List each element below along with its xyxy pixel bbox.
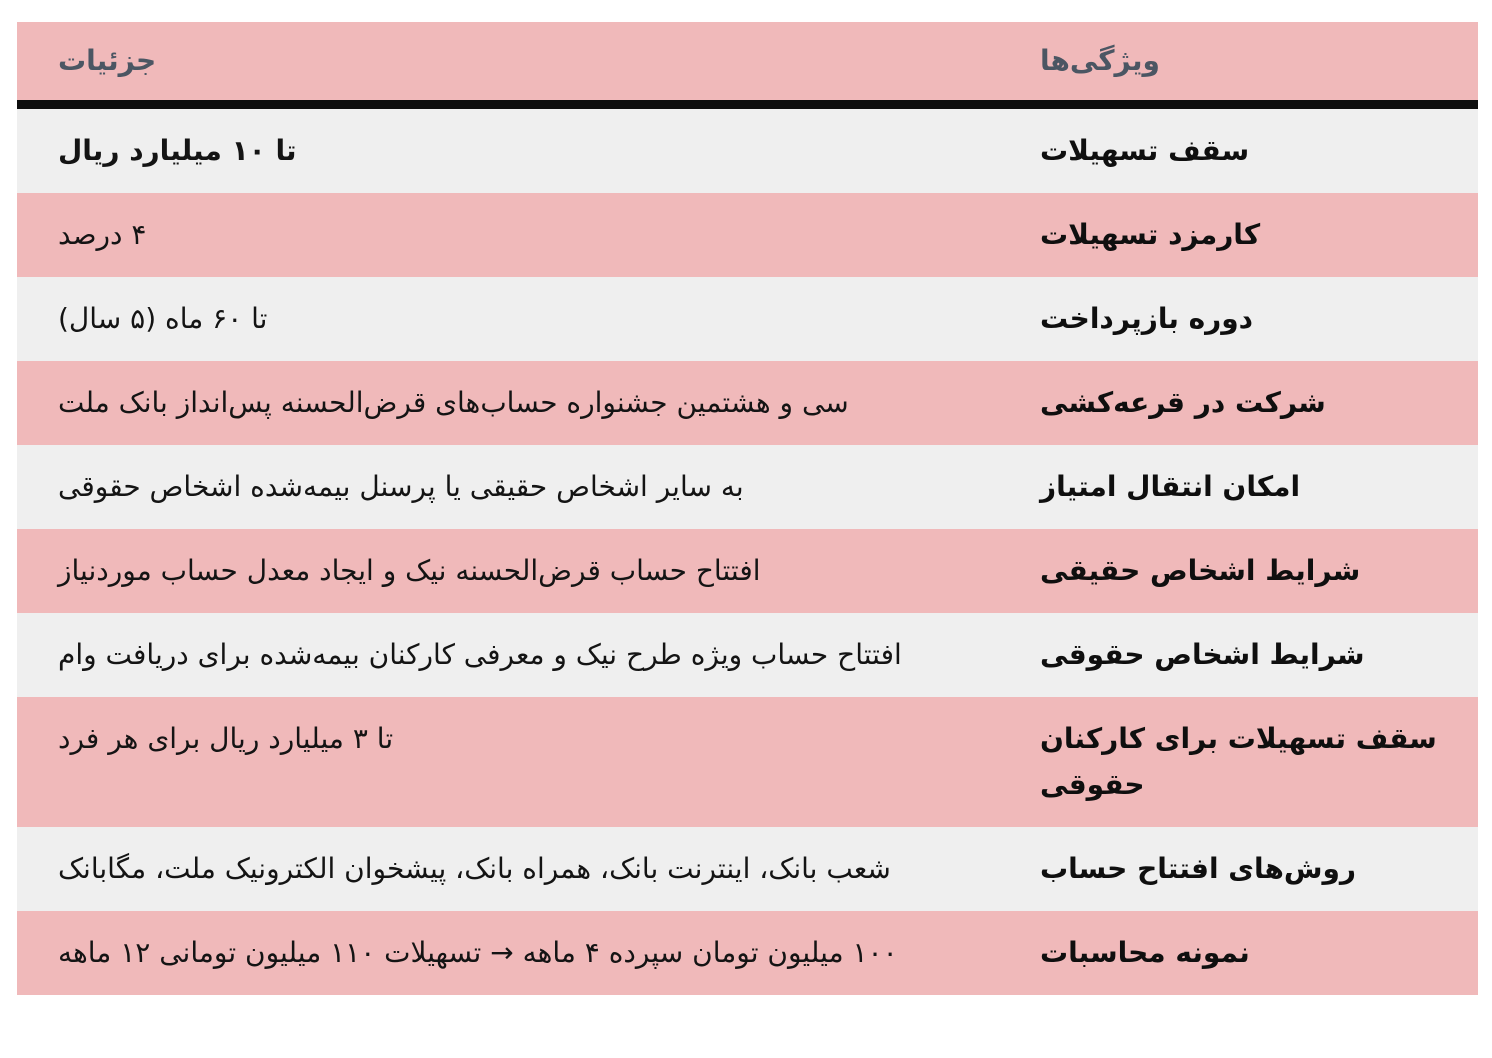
detail-text: سی و هشتمین جشنواره حساب‌های قرض‌الحسنه پس‌انداز بانک ملت [58,386,849,419]
feature-label: کارمزد تسهیلات [1040,218,1261,251]
detail-text: ۱۰۰ میلیون تومان سپرده ۴ ماهه → تسهیلات ۱۱۰ میلیون تومانی ۱۲ ماهه [58,936,898,969]
feature-label: شرایط اشخاص حقیقی [1040,554,1361,587]
detail-text: افتتاح حساب ویژه طرح نیک و معرفی کارکنان بیمه‌شده برای دریافت وام [58,638,902,671]
feature-cell [1006,911,1478,995]
detail-cell [17,911,1006,995]
detail-text: افتتاح حساب قرض‌الحسنه نیک و ایجاد معدل حساب موردنیاز [58,554,761,587]
details-column-header-label: جزئیات [58,44,157,77]
feature-cell [1006,445,1478,529]
table-row [17,827,1478,911]
detail-cell [17,361,1006,445]
table-row [17,613,1478,697]
features-column-header-label: ویژگی‌ها [1040,44,1160,77]
details-column-header [17,22,1006,100]
feature-cell [1006,827,1478,911]
feature-cell [1006,109,1478,193]
table-row [17,361,1478,445]
features-column-header [1006,22,1478,100]
feature-cell [1006,193,1478,277]
feature-cell [1006,697,1478,827]
table-header-row [17,22,1478,109]
table-row [17,277,1478,361]
feature-label: سقف تسهیلات برای کارکنان حقوقی [1040,722,1437,801]
detail-text: تا ۶۰ ماه (۵ سال) [58,302,268,335]
feature-label: شرایط اشخاص حقوقی [1040,638,1365,671]
detail-text: شعب بانک، اینترنت بانک، همراه بانک، پیشخوان الکترونیک ملت، مگابانک [58,852,891,885]
detail-cell [17,445,1006,529]
table-row [17,697,1478,827]
detail-cell [17,193,1006,277]
detail-text: تا ۱۰ میلیارد ریال [58,134,297,167]
detail-text: ۴ درصد [58,218,147,251]
table-row [17,193,1478,277]
table-row [17,109,1478,193]
detail-text: به سایر اشخاص حقیقی یا پرسنل بیمه‌شده اشخاص حقوقی [58,470,744,503]
feature-cell [1006,361,1478,445]
feature-label: امکان انتقال امتیاز [1040,470,1301,503]
features-table [17,22,1478,995]
detail-cell [17,109,1006,193]
detail-cell [17,613,1006,697]
feature-label: روش‌های افتتاح حساب [1040,852,1357,885]
feature-label: دوره بازپرداخت [1040,302,1254,335]
feature-cell [1006,529,1478,613]
detail-cell [17,277,1006,361]
feature-cell [1006,277,1478,361]
detail-cell [17,827,1006,911]
feature-label: شرکت در قرعه‌کشی [1040,386,1326,419]
table-row [17,529,1478,613]
detail-cell [17,697,1006,827]
feature-label: سقف تسهیلات [1040,134,1250,167]
detail-text: تا ۳ میلیارد ریال برای هر فرد [58,722,394,755]
detail-cell [17,529,1006,613]
table-row [17,911,1478,995]
table-row [17,445,1478,529]
feature-label: نمونه محاسبات [1040,936,1250,969]
feature-cell [1006,613,1478,697]
